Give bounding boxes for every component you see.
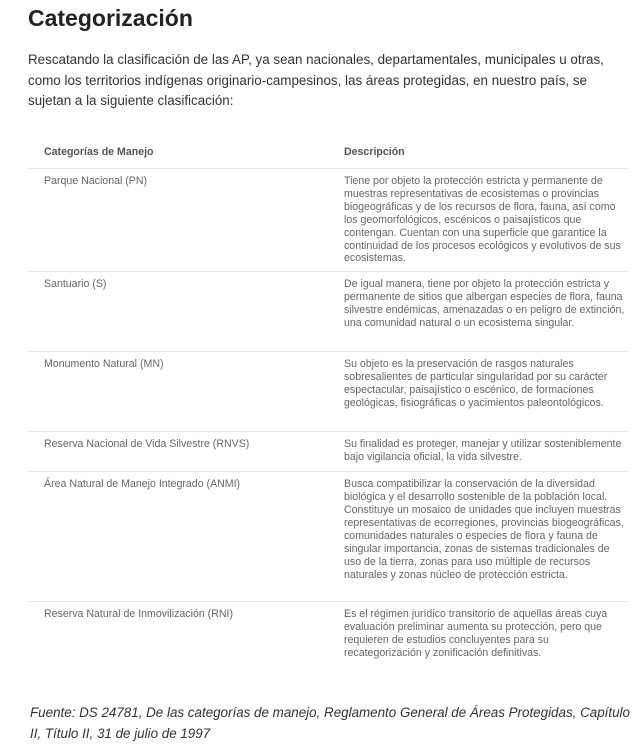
table-row (28, 169, 628, 272)
header-description: Descripción (328, 140, 628, 169)
description-cell: Busca compatibilizar la conservación de la diversidad biológica y el desarrollo sostenible de la población local. Constituye un mosaico de unidades que incluyen muestras representativas de ecorregiones, provincias biogeográficas, comunidades naturales o especies de flora y fauna de singular importancia, zonas de sistemas tradicionales de uso de la tierra, zonas para uso múltiple de recursos naturales y zonas núcleo de protección estricta. (328, 472, 628, 602)
table-header-row (28, 140, 628, 169)
page-title: Categorización (28, 5, 193, 31)
categories-table (28, 140, 628, 670)
category-cell: Reserva Nacional de Vida Silvestre (RNVS) (28, 432, 328, 472)
table-row (28, 432, 628, 472)
table-row (28, 352, 628, 432)
description-cell: Su finalidad es proteger, manejar y utilizar sosteniblemente bajo vigilancia oficial, la vida silvestre. (328, 432, 628, 472)
header-category: Categorías de Manejo (28, 140, 328, 169)
description-cell: Es el régimen jurídico transitorio de aquellas áreas cuya evaluación preliminar aumenta su protección, pero que requieren de estudios concluyentes para su recategorización y zonificación definitivas. (344, 608, 608, 660)
source-citation: Fuente: DS 24781, De las categorías de manejo, Reglamento General de Áreas Protegidas, Capítulo II, Título II, 31 de julio de 1997 (30, 705, 630, 741)
category-cell: Área Natural de Manejo Integrado (ANMI) (28, 472, 328, 602)
description-cell: De igual manera, tiene por objeto la protección estricta y permanente de sitios que albergan especies de flora, fauna silvestre endémicas, amenazadas o en peligro de extinción, una comunidad natural o un ecosistema singular. (328, 272, 628, 352)
category-cell: Santuario (S) (28, 272, 328, 352)
table-row (28, 272, 628, 352)
intro-paragraph: Rescatando la clasificación de las AP, ya sean nacionales, departamentales, municipales u otras, como los territorios indígenas originario-campesinos, las áreas protegidas, en nuestro país, se sujetan a la siguiente clasificación: (28, 52, 604, 108)
description-cell: Su objeto es la preservación de rasgos naturales sobresalientes de particular singularidad por su carácter espectacular, paisajístico o escénico, de formaciones geológicas, fisiográficas o yacimientos paleontológicos. (328, 352, 628, 432)
category-cell: Parque Nacional (PN) (28, 169, 328, 272)
table-row (28, 472, 628, 602)
description-cell: Tiene por objeto la protección estricta y permanente de muestras representativas de ecosistemas o provincias biogeográficas y de los recursos de flora, fauna, así como los geomorfológicos, escénicos o paisajísticos que contengan. Cuentan con una superficie que garantice la continuidad de los procesos ecológicos y evolutivos de sus ecosistemas. (328, 169, 628, 272)
category-cell: Reserva Natural de Inmovilización (RNI) (44, 608, 233, 621)
table-row (28, 602, 628, 670)
category-cell: Monumento Natural (MN) (28, 352, 328, 432)
